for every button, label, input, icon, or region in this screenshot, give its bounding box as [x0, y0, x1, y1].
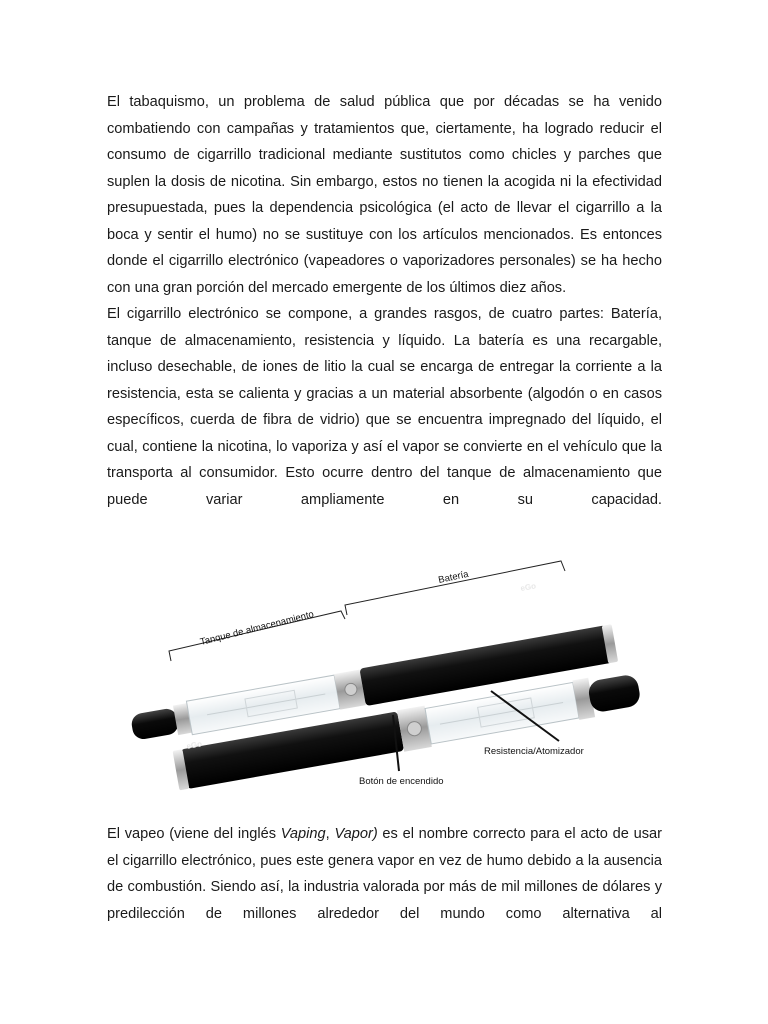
paragraph-2: El cigarrillo electrónico se compone, a grandes rasgos, de cuatro partes: Batería, tanque de almacenamiento, resistencia y líquido. La batería es una recargable, incluso desechable, de iones de litio la cual se encarga de entregar la corriente a la resistencia, esta se calienta y gracias a un material absorbente (algodón o en casos específicos, cuerda de fibra de vidrio) que se encuentra impregnado del líquido, el cual, contiene la nicotina, lo vaporiza y así el vapor se convierte en el vehículo que la transporta al consumidor. Esto ocurre dentro del tanque de almacenamiento que puede variar ampliamente en su capacidad.: [107, 306, 662, 508]
tank-bracket: [169, 611, 345, 661]
brand-label-bottom: eGo: [185, 739, 203, 751]
paragraph-3-italic-vapor: Vapor): [334, 826, 378, 842]
label-tanque: Tanque de almacenamiento: [199, 609, 315, 648]
label-bateria: Batería: [437, 568, 470, 586]
label-boton: Botón de encendido: [359, 776, 444, 787]
paragraph-3-sep: ,: [325, 826, 335, 842]
e-cigarette-figure: [109, 553, 660, 793]
brand-label-top: eGo: [519, 581, 537, 593]
paragraph-3-part1: El vapeo (viene del inglés: [107, 826, 281, 842]
text-block-bottom: [107, 821, 662, 927]
text-block-top: [107, 89, 662, 513]
paragraph-3-part2: es el nombre correcto para el acto de usar el cigarrillo electrónico, pues este genera vapor en vez de humo debido a la ausencia de combustión. Siendo así, la industria valorada por más de mil millones de dólares y predilección de millones alrededor del mundo como alternativa al: [107, 826, 662, 922]
label-resistencia: Resistencia/Atomizador: [484, 746, 584, 757]
paragraph-1: El tabaquismo, un problema de salud pública que por décadas se ha venido combatiendo con campañas y tratamientos que, ciertamente, ha logrado reducir el consumo de cigarrillo tradicional mediante sustitutos como chicles y parches que suplen la dosis de nicotina. Sin embargo, estos no tienen la acogida ni la efectividad presupuestada, pues la dependencia psicológica (el acto de llevar el cigarrillo a la boca y sentir el humo) no se sustituye con los artículos mencionados. Es entonces donde el cigarrillo electrónico (vapeadores o vaporizadores personales) se ha hecho con una gran porción del mercado emergente de los últimos diez años.: [107, 94, 662, 296]
paragraph-3-italic-vaping: Vaping: [280, 826, 326, 842]
paragraph-3: [107, 821, 662, 927]
